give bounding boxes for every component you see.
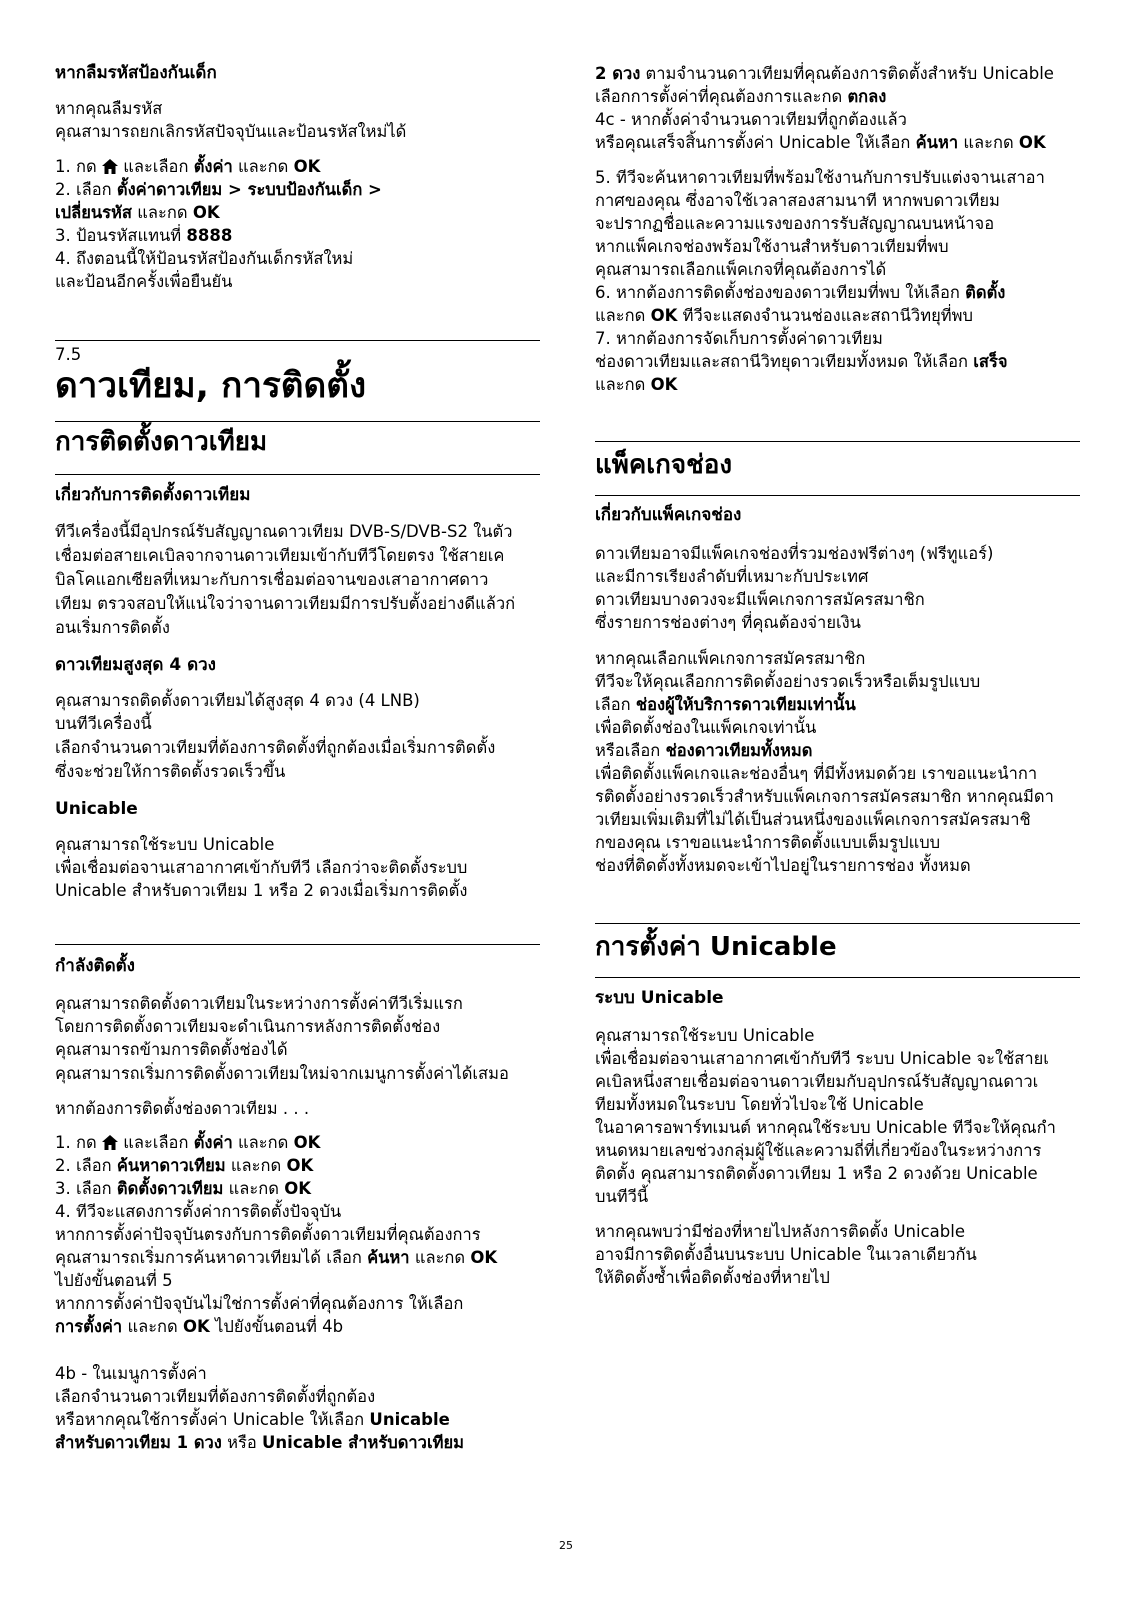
unicable-setup-heading: ระบบ Unicable bbox=[595, 988, 724, 1008]
installing-heading: กำลังติดตั้ง bbox=[55, 956, 135, 976]
unicable-setup-title: การตั้งค่า Unicable bbox=[595, 932, 837, 962]
packages-a4: ซึ่งรายการช่องต่างๆ ที่คุณต้องจ่ายเงิน bbox=[595, 613, 861, 632]
section-title: การติดตั้งดาวเทียม bbox=[55, 427, 268, 457]
text: ไปยังขั้นตอนที่ 4b bbox=[215, 1317, 344, 1336]
text: ทีวีจะแสดงจำนวนช่องและสถานีวิทยุที่พบ bbox=[682, 306, 973, 325]
ok-label: OK bbox=[650, 375, 678, 394]
packages-b10: ช่องที่ติดตั้งทั้งหมดจะเข้าไปอยู่ในรายการช่อง ทั้งหมด bbox=[595, 856, 971, 875]
ok-label: OK bbox=[293, 1133, 321, 1152]
settings-label: การตั้งค่า bbox=[55, 1317, 123, 1336]
text: ตามจำนวนดาวเทียมที่คุณต้องการติดตั้งสำหรับ Unicable bbox=[645, 64, 1054, 83]
cont-line-6: กาศของคุณ ซึ่งอาจใช้เวลาสองสามนาที หากพบดาวเทียม bbox=[595, 191, 1000, 210]
installing-step-4-line-4: ไปยังขั้นตอนที่ 5 bbox=[55, 1271, 173, 1290]
about-line-5: อนเริ่มการติดตั้ง bbox=[55, 618, 170, 637]
cont-line-2 bbox=[595, 85, 1080, 109]
installing-p2: โดยการติดตั้งดาวเทียมจะดำเนินการหลังการติดตั้งช่อง bbox=[55, 1017, 441, 1036]
one-satellite-label: สำหรับดาวเทียม 1 ดวง bbox=[55, 1433, 222, 1452]
ok-label: OK bbox=[286, 1156, 314, 1175]
unicable-setup-a2: เพื่อเชื่อมต่อจานเสาอากาศเข้ากับทีวี ระบบ Unicable จะใช้สายเ bbox=[595, 1049, 1049, 1068]
forgot-pin-step-2-cont bbox=[55, 201, 540, 225]
installing-step-2 bbox=[55, 1154, 540, 1178]
about-line-4: เทียม ตรวจสอบให้แน่ใจว่าจานดาวเทียมมีการปรับตั้งอย่างดีแล้วก่ bbox=[55, 594, 516, 613]
forgot-pin-step-2 bbox=[55, 178, 540, 202]
text: หรือหากคุณใช้การตั้งค่า Unicable ให้เลือก bbox=[55, 1410, 365, 1429]
step-4b-line-3 bbox=[55, 1408, 540, 1432]
home-icon bbox=[102, 1135, 118, 1150]
installing-p5: หากต้องการติดตั้งช่องดาวเทียม . . . bbox=[55, 1099, 310, 1118]
text: และเลือก bbox=[123, 1133, 189, 1152]
text: และเลือก bbox=[123, 157, 189, 176]
text: หรือเลือก bbox=[595, 741, 661, 760]
code-value: 8888 bbox=[186, 226, 233, 245]
text: และกด bbox=[238, 157, 289, 176]
cont-line-1 bbox=[595, 62, 1080, 86]
forgot-pin-step-3 bbox=[55, 224, 540, 248]
section-rule-bottom bbox=[55, 474, 540, 475]
max4-line-3: เลือกจำนวนดาวเทียมที่ต้องการติดตั้งที่ถูกต้องเมื่อเริ่มการติดตั้ง bbox=[55, 738, 496, 757]
ok-label: OK bbox=[470, 1248, 498, 1267]
installing-p1: คุณสามารถติดตั้งดาวเทียมในระหว่างการตั้งค่าทีวีเริ่มแรก bbox=[55, 994, 463, 1013]
packages-b7: รติดตั้งอย่างรวดเร็วสำหรับแพ็คเกจการสมัครสมาชิก หากคุณมีดา bbox=[595, 787, 1054, 806]
cont-line-11 bbox=[595, 304, 1080, 328]
text: หรือ bbox=[227, 1433, 257, 1452]
text: และกด bbox=[127, 1317, 178, 1336]
cont-line-13 bbox=[595, 350, 1080, 374]
ok-label: OK bbox=[650, 306, 678, 325]
ok-label: OK bbox=[293, 157, 321, 176]
installing-step-4-line-5: หากการตั้งค่าปัจจุบันไม่ใช่การตั้งค่าที่คุณต้องการ ให้เลือก bbox=[55, 1294, 464, 1313]
cont-line-9: คุณสามารถเลือกแพ็คเกจที่คุณต้องการได้ bbox=[595, 260, 887, 279]
max4-heading: ดาวเทียมสูงสุด 4 ดวง bbox=[55, 655, 216, 675]
installing-p3: คุณสามารถข้ามการติดตั้งช่องได้ bbox=[55, 1040, 288, 1059]
text: เลือกการตั้งค่าที่คุณต้องการและกด bbox=[595, 87, 843, 106]
installing-step-4: 4. ทีวีจะแสดงการตั้งค่าการติดตั้งปัจจุบัน bbox=[55, 1202, 342, 1221]
about-heading: เกี่ยวกับการติดตั้งดาวเทียม bbox=[55, 485, 251, 505]
forgot-pin-intro-2: คุณสามารถยกเลิกรหัสปัจจุบันและป้อนรหัสใหม่ได้ bbox=[55, 122, 407, 141]
text: 6. หากต้องการติดตั้งช่องของดาวเทียมที่พบ ให้เลือก bbox=[595, 283, 960, 302]
max4-line-1: คุณสามารถติดตั้งดาวเทียมได้สูงสุด 4 ดวง (4 LNB) bbox=[55, 691, 420, 710]
packages-b4: เพื่อติดตั้งช่องในแพ็คเกจเท่านั้น bbox=[595, 718, 817, 737]
text: คุณสามารถเริ่มการค้นหาดาวเทียมได้ เลือก bbox=[55, 1248, 362, 1267]
forgot-pin-heading: หากลืมรหัสป้องกันเด็ก bbox=[55, 63, 217, 83]
text: และกด bbox=[230, 1156, 282, 1175]
step-4b-line-2: เลือกจำนวนดาวเทียมที่ต้องการติดตั้งที่ถูกต้อง bbox=[55, 1387, 376, 1406]
packages-b8: วเทียมเพิ่มเติมที่ไม่ได้เป็นส่วนหนึ่งของแพ็คเกจการสมัครสมาชิ bbox=[595, 810, 1031, 829]
text: 2. เลือก bbox=[55, 1156, 112, 1175]
packages-b5 bbox=[595, 739, 1080, 763]
installing-step-4-line-6 bbox=[55, 1315, 540, 1339]
two-satellite-label: Unicable สำหรับดาวเทียม bbox=[262, 1433, 465, 1452]
unicable-line-1: คุณสามารถใช้ระบบ Unicable bbox=[55, 835, 275, 854]
operator-channels-label: ช่องผู้ให้บริการดาวเทียมเท่านั้น bbox=[635, 695, 856, 714]
installing-step-1 bbox=[55, 1131, 540, 1155]
unicable-setup-b3: ให้ติดตั้งซ้ำเพื่อติดตั้งช่องที่หายไป bbox=[595, 1268, 830, 1287]
max4-line-2: บนทีวีเครื่องนี้ bbox=[55, 714, 152, 733]
cont-line-7: จะปรากฏชื่อและความแรงของการรับสัญญาณบนหน้าจอ bbox=[595, 214, 995, 233]
unicable-setup-a8: บนทีวีนี้ bbox=[595, 1187, 649, 1206]
menu-path: ตั้งค่าดาวเทียม > ระบบป้องกันเด็ก > bbox=[116, 180, 382, 199]
page-number: 25 bbox=[559, 1539, 573, 1552]
unicable-setup-a4: ทียมทั้งหมดในระบบ โดยทั่วไปจะใช้ Unicable bbox=[595, 1095, 924, 1114]
ok-label: OK bbox=[183, 1317, 210, 1336]
forgot-pin-intro-1: หากคุณลืมรหัส bbox=[55, 99, 163, 118]
max4-line-4: ซึ่งจะช่วยให้การติดตั้งรวดเร็วขึ้น bbox=[55, 762, 286, 781]
install-label: ติดตั้ง bbox=[965, 283, 1006, 302]
installing-step-4-line-2: หากการตั้งค่าปัจจุบันตรงกับการติดตั้งดาวเทียมที่คุณต้องการ bbox=[55, 1225, 481, 1244]
ok-label: OK bbox=[1018, 133, 1046, 152]
ok-label: OK bbox=[284, 1179, 312, 1198]
unicable-label: Unicable bbox=[369, 1410, 450, 1429]
settings-label: ตั้งค่า bbox=[193, 1133, 233, 1152]
change-code-label: เปลี่ยนรหัส bbox=[55, 203, 132, 222]
text: และกด bbox=[963, 133, 1014, 152]
unicable-setup-a1: คุณสามารถใช้ระบบ Unicable bbox=[595, 1026, 815, 1045]
packages-b1: หากคุณเลือกแพ็คเกจการสมัครสมาชิก bbox=[595, 649, 866, 668]
installing-rule bbox=[55, 944, 540, 945]
packages-b9: กของคุณ เราขอแนะนำการติดตั้งแบบเต็มรูปแบบ bbox=[595, 833, 941, 852]
unicable-line-3: Unicable สำหรับดาวเทียม 1 หรือ 2 ดวงเมื่อเริ่มการติดตั้ง bbox=[55, 881, 468, 900]
unicable-setup-a5: ในอาคารอพาร์ทเมนต์ หากคุณใช้ระบบ Unicable ทีวีจะให้คุณกำ bbox=[595, 1118, 1056, 1137]
forgot-pin-step-4: 4. ถึงตอนนี้ให้ป้อนรหัสป้องกันเด็กรหัสใหม่ bbox=[55, 249, 354, 268]
packages-a3: ดาวเทียมบางดวงจะมีแพ็คเกจการสมัครสมาชิก bbox=[595, 590, 925, 609]
installing-step-4-line-3 bbox=[55, 1246, 540, 1270]
about-line-3: บิลโคแอกเซียลที่เหมาะกับการเชื่อมต่อจานของเสาอากาศดาว bbox=[55, 570, 489, 589]
text: 3. ป้อนรหัสแทนที่ bbox=[55, 226, 182, 245]
unicable-setup-a3: คเบิลหนึ่งสายเชื่อมต่อจานดาวเทียมกับอุปกรณ์รับสัญญาณดาวเ bbox=[595, 1072, 1039, 1091]
packages-a2: และมีการเรียงลำดับที่เหมาะกับประเทศ bbox=[595, 567, 869, 586]
search-satellite-label: ค้นหาดาวเทียม bbox=[116, 1156, 226, 1175]
text: และกด bbox=[137, 203, 188, 222]
cont-line-4 bbox=[595, 131, 1080, 155]
cont-line-8: หากแพ็คเกจช่องพร้อมใช้งานสำหรับดาวเทียมที่พบ bbox=[595, 237, 949, 256]
text: เลือก bbox=[595, 695, 631, 714]
packages-heading: เกี่ยวกับแพ็คเกจช่อง bbox=[595, 505, 742, 525]
text: 1. กด bbox=[55, 157, 97, 176]
forgot-pin-step-4-cont: และป้อนอีกครั้งเพื่อยืนยัน bbox=[55, 272, 233, 291]
cont-line-10 bbox=[595, 281, 1080, 305]
about-line-2: เชื่อมต่อสายเคเบิลจากจานดาวเทียมเข้ากับทีวีโดยตรง ใช้สายเค bbox=[55, 546, 505, 565]
cont-line-14 bbox=[595, 373, 1080, 397]
cont-line-12: 7. หากต้องการจัดเก็บการตั้งค่าดาวเทียม bbox=[595, 329, 883, 348]
settings-label: ตั้งค่า bbox=[193, 157, 233, 176]
step-4b-line-4 bbox=[55, 1431, 540, 1455]
text: และกด bbox=[414, 1248, 466, 1267]
cont-line-3: 4c - หากตั้งค่าจำนวนดาวเทียมที่ถูกต้องแล้ว bbox=[595, 110, 907, 129]
text: 3. เลือก bbox=[55, 1179, 112, 1198]
install-satellite-label: ติดตั้งดาวเทียม bbox=[116, 1179, 224, 1198]
forgot-pin-step-1 bbox=[55, 155, 540, 179]
section-rule-top bbox=[55, 421, 540, 422]
text: หรือคุณเสร็จสิ้นการตั้งค่า Unicable ให้เลือก bbox=[595, 133, 911, 152]
text: และกด bbox=[595, 306, 646, 325]
text: และกด bbox=[228, 1179, 279, 1198]
home-icon bbox=[102, 159, 118, 174]
search-label: ค้นหา bbox=[367, 1248, 410, 1267]
step-4b-line-1: 4b - ในเมนูการตั้งค่า bbox=[55, 1364, 207, 1383]
unicable-heading: Unicable bbox=[55, 799, 138, 819]
packages-rule-bottom bbox=[595, 495, 1080, 496]
packages-title: แพ็คเกจช่อง bbox=[595, 450, 733, 480]
packages-rule-top bbox=[595, 441, 1080, 442]
text: และกด bbox=[595, 375, 646, 394]
text: 2. เลือก bbox=[55, 180, 112, 199]
chapter-title: ดาวเทียม, การติดตั้ง bbox=[55, 366, 367, 406]
installing-p4: คุณสามารถเริ่มการติดตั้งดาวเทียมใหม่จากเมนูการตั้งค่าได้เสมอ bbox=[55, 1064, 509, 1083]
packages-b6: เพื่อติดตั้งแพ็คเกจและช่องอื่นๆ ที่มีทั้งหมดด้วย เราขอแนะนำกา bbox=[595, 764, 1038, 783]
ok-th-label: ตกลง bbox=[847, 87, 887, 106]
installing-step-3 bbox=[55, 1177, 540, 1201]
two-satellite-label: 2 ดวง bbox=[595, 64, 641, 83]
text: 1. กด bbox=[55, 1133, 97, 1152]
packages-b3 bbox=[595, 693, 1080, 717]
unicable-line-2: เพื่อเชื่อมต่อจานเสาอากาศเข้ากับทีวี เลือกว่าจะติดตั้งระบบ bbox=[55, 858, 468, 877]
ok-label: OK bbox=[192, 203, 220, 222]
unicable-setup-rule-top bbox=[595, 923, 1080, 924]
cont-line-5: 5. ทีวีจะค้นหาดาวเทียมที่พร้อมใช้งานกับการปรับแต่งจานเสาอา bbox=[595, 168, 1045, 187]
packages-b2: ทีวีจะให้คุณเลือกการติดตั้งอย่างรวดเร็วหรือเต็มรูปแบบ bbox=[595, 672, 981, 691]
unicable-setup-a6: หนดหมายเลขช่วงกลุ่มผู้ใช้และความถี่ที่เกี่ยวข้องในระหว่างการ bbox=[595, 1141, 1042, 1160]
packages-a1: ดาวเทียมอาจมีแพ็คเกจช่องที่รวมช่องฟรีต่างๆ (ฟรีทูแอร์) bbox=[595, 544, 994, 563]
about-line-1: ทีวีเครื่องนี้มีอุปกรณ์รับสัญญาณดาวเทียม DVB-S/DVB-S2 ในตัว bbox=[55, 522, 513, 541]
search-label: ค้นหา bbox=[915, 133, 959, 152]
chapter-number: 7.5 bbox=[55, 345, 82, 364]
chapter-rule bbox=[55, 340, 540, 341]
unicable-setup-b2: อาจมีการติดตั้งอื่นบนระบบ Unicable ในเวลาเดียวกัน bbox=[595, 1245, 977, 1264]
finish-label: เสร็จ bbox=[973, 352, 1008, 371]
text: ช่องดาวเทียมและสถานีวิทยุดาวเทียมทั้งหมด ให้เลือก bbox=[595, 352, 969, 371]
unicable-setup-rule-bottom bbox=[595, 977, 1080, 978]
text: และกด bbox=[238, 1133, 289, 1152]
unicable-setup-b1: หากคุณพบว่ามีช่องที่หายไปหลังการติดตั้ง Unicable bbox=[595, 1222, 965, 1241]
unicable-setup-a7: ติดตั้ง คุณสามารถติดตั้งดาวเทียม 1 หรือ 2 ดวงด้วย Unicable bbox=[595, 1164, 1038, 1183]
all-satellite-channels-label: ช่องดาวเทียมทั้งหมด bbox=[665, 741, 813, 760]
